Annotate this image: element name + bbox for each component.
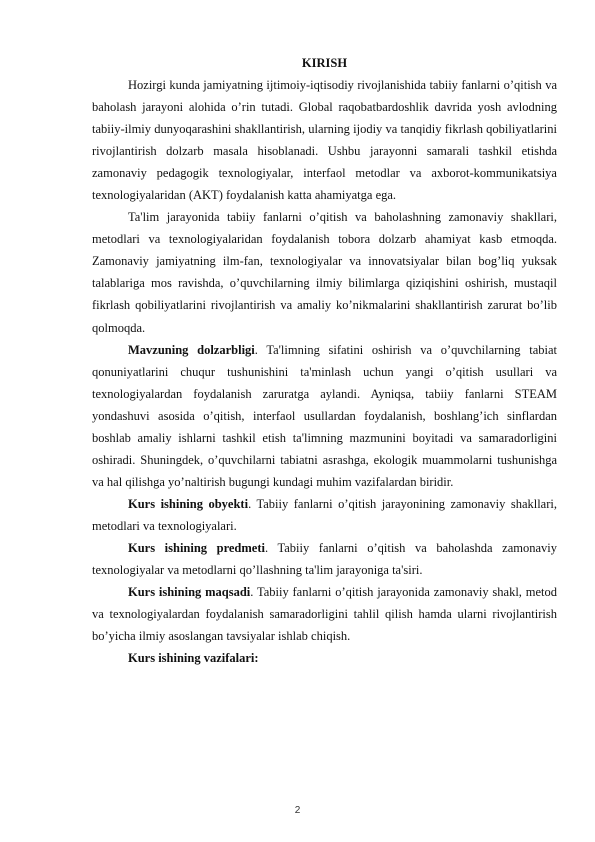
paragraph-goal [92, 581, 557, 647]
page-number: 2 [294, 805, 301, 816]
document-body [92, 74, 557, 669]
term-label: Kurs ishining maqsadi [128, 585, 251, 600]
paragraph-tasks [92, 647, 557, 669]
paragraph-text: . Ta'limning sifatini oshirish va o’quvchilarning tabiat qonuniyatlarini chuqur tushunishini ta'minlash uchun yangi o’qitish usullari va texnologiyalardan foydalanish zaruratga aylandi. Ayniqsa, tabiiy fanlarni STEAM yondashuvi asosida o’qitish, interfaol usullardan foydalanish, boshlang’ich sinflardan boshlab amaliy ishlarni tashkil etish ta'limning mazmunini boyitadi va samaradorligini oshiradi. Shuningdek, o’quvchilarni tabiatni asrashga, ekologik muammolarni tushunishga va hal qilishga yo’naltirish bugungi kundagi muhim vazifalardan biridir. [92, 342, 557, 489]
paragraph-subject [92, 537, 557, 581]
paragraph-text: Ta'lim jarayonida tabiiy fanlarni o’qitish va baholashning zamonaviy shakllari, metodlari va texnologiyalaridan foydalanish tobora dolzarb ahamiyat kasb etmoqda. Zamonaviy jamiyatning ilm-fan, texnologiyalar va innovatsiyalar bilan bog’liq yuksak talablariga mos ravishda, o’quvchilarning ilmiy bilimlarga qiziqishini oshirish, mustaqil fikrlash qobiliyatlarini rivojlantirish va amaliy ko’nikmalarini shakllantirish zarurat bo’lib qolmoqda. [92, 210, 557, 335]
term-label: Kurs ishining predmeti [128, 540, 265, 555]
term-label: Mavzuning dolzarbligi [128, 342, 255, 357]
paragraph-text: . Tabiiy fanlarni o’qitish va baholashda zamonaviy texnologiyalar va metodlarni qo’llashning ta'lim jarayoniga ta'siri. [92, 540, 557, 578]
section-title: KIRISH [301, 56, 348, 70]
paragraph-object [92, 493, 557, 537]
paragraph-text: . Tabiiy fanlarni o’qitish jarayonining zamonaviy shakllari, metodlari va texnologiyalari. [92, 496, 557, 533]
paragraph-intro [92, 74, 557, 206]
paragraph-text: . Tabiiy fanlarni o’qitish jarayonida zamonaviy shakl, metod va texnologiyalardan foydalanish samaradorligini tahlil qilish hamda ularni rivojlantirish bo’yicha ilmiy asoslangan tavsiyalar ishlab chiqish. [92, 585, 557, 644]
term-label: Kurs ishining vazifalari: [128, 651, 259, 666]
paragraph-relevance-context [92, 206, 557, 338]
paragraph-topic-relevance [92, 339, 557, 493]
term-label: Kurs ishining obyekti [128, 496, 249, 511]
paragraph-text: Hozirgi kunda jamiyatning ijtimoiy-iqtisodiy rivojlanishida tabiiy fanlarni o’qitish va baholash jarayoni alohida o’rin tutadi. Global raqobatbardoshlik davrida yosh avlodning tabiiy-ilmiy dunyoqarashini shakllantirish, ularning ijodiy va tanqidiy fikrlash qobiliyatlarini rivojlantirish dolzarb masala hisoblanadi. Ushbu jarayonni samarali tashkil etishda zamonaviy pedagogik texnologiyalar, interfaol metodlar va axborot-kommunikatsiya texnologiyalaridan (AKT) foydalanish katta ahamiyatga ega. [92, 78, 557, 203]
